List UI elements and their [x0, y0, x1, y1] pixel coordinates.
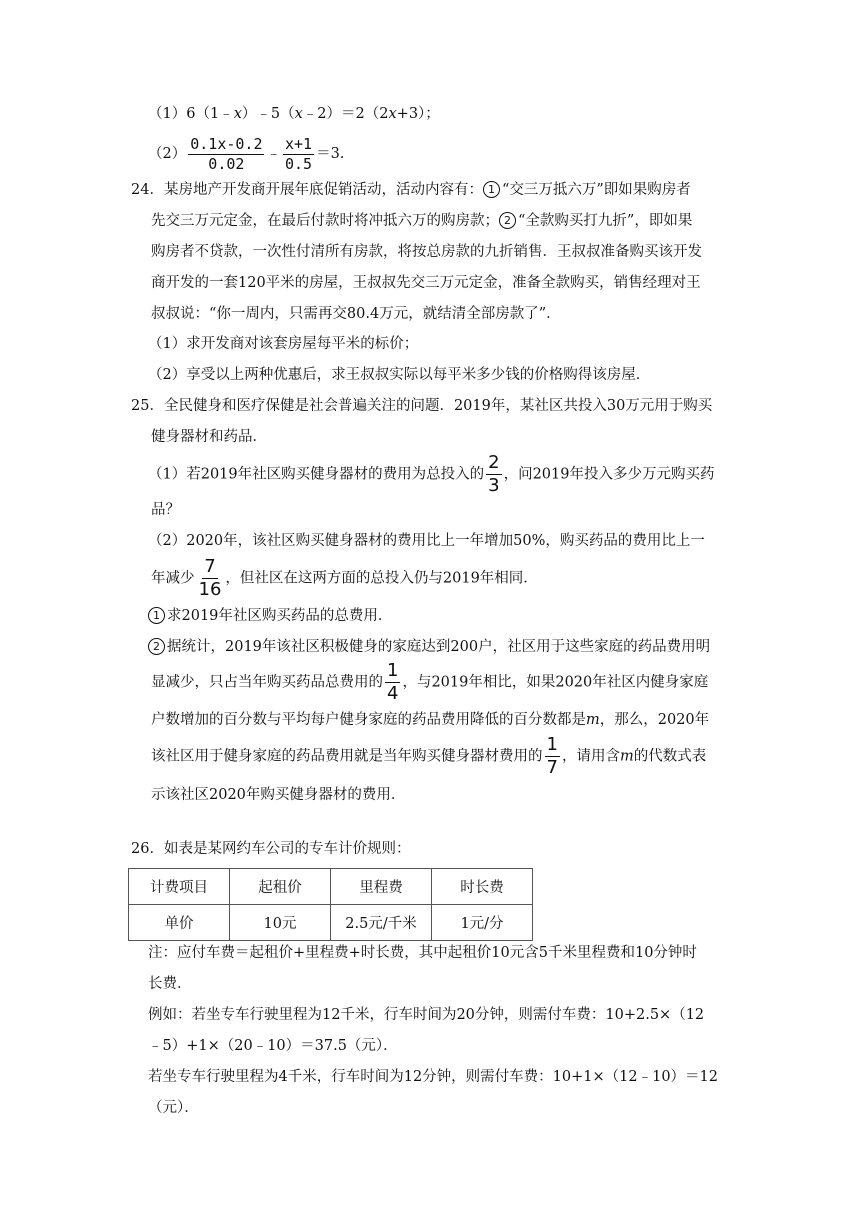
circled-number-2: 2 [499, 212, 516, 229]
q23-part1 [148, 104, 440, 124]
q25-fraction-2-3 [486, 454, 501, 495]
fraction-numerator: 1 [546, 734, 558, 755]
q25-text: 的代数式表 [633, 748, 707, 765]
q25-line-1: 25．全民健身和医疗保健是社会普遍关注的问题．2019年，某社区共投入30万元用于购买 [131, 398, 713, 414]
q25-text: ，但社区在这两方面的总投入仍与2019年相同． [225, 570, 538, 587]
q23-p2-minus: ﹣ [266, 146, 281, 162]
q24-line-1 [131, 180, 691, 200]
q25-text: 年减少 [151, 570, 195, 587]
q26-example-4: （元）． [148, 1100, 199, 1116]
q23-fraction-2 [283, 134, 314, 173]
q24-text: “交三万抵六万”即如果购房者 [501, 182, 691, 198]
q26-example-1: 例如：若坐专车行驶里程为12千米，行车时间为20分钟，则需付车费：10+2.5×（12 [148, 1007, 705, 1023]
q25-text: 该社区用于健身家庭的药品费用就是当年购买健身器材费用的 [151, 748, 543, 765]
q25-fraction-7-16 [197, 558, 224, 599]
q25-item-2 [148, 637, 710, 657]
q23-fraction-1 [188, 134, 264, 173]
fraction-denominator: 0.5 [284, 154, 313, 173]
q25-text: ，请用含 [561, 748, 620, 765]
fraction-denominator: 3 [488, 475, 500, 496]
variable-m: m [586, 712, 600, 728]
q23-p1-var: x [294, 106, 303, 122]
q25-text: （1）若2019年社区购买健身器材的费用为总投入的 [148, 466, 485, 483]
q25-text: 求2019年社区购买药品的总费用． [167, 608, 393, 624]
q25-item-2-line-5: 示该社区2020年购买健身器材的费用． [151, 787, 406, 803]
q25-text: 显减少，只占当年购买药品总费用的 [151, 674, 383, 691]
fraction-numerator: 1 [387, 660, 399, 681]
q25-sub-1-cont: 品？ [151, 502, 180, 518]
q23-p2-suffix: ＝3. [316, 146, 345, 162]
fraction-numerator: x+1 [284, 134, 313, 153]
fraction-numerator: 2 [488, 452, 500, 473]
q25-line-2: 健身器材和药品． [151, 429, 267, 445]
q25-fraction-1-7 [545, 736, 560, 777]
q25-text: ，那么，2020年 [599, 712, 710, 728]
q23-p1-var: x [233, 106, 242, 122]
fraction-numerator: 0.1x-0.2 [190, 134, 263, 153]
q26-note-1: 注：应付车费＝起租价+里程费+时长费，其中起租价10元含5千米里程费和10分钟时 [148, 945, 697, 961]
table-cell: 2.5元/千米 [331, 905, 432, 941]
table-header-cell: 计费项目 [129, 869, 230, 905]
circled-number-1: 1 [483, 181, 500, 198]
q25-sub-1 [148, 454, 714, 495]
table-header-row [129, 869, 533, 905]
table-header-cell: 里程费 [331, 869, 432, 905]
q26-example-2: ﹣5）+1×（20﹣10）＝37.5（元）． [148, 1038, 398, 1054]
q25-sub-2: （2）2020年，该社区购买健身器材的费用比上一年增加50%，购买药品的费用比上一 [148, 533, 705, 549]
q25-text: ，与2019年相比，如果2020年社区内健身家庭 [402, 674, 709, 691]
table-cell: 10元 [230, 905, 331, 941]
q25-fraction-1-4 [385, 662, 400, 703]
fraction-numerator: 7 [204, 556, 216, 577]
q25-item-2-line-3 [151, 710, 709, 730]
q23-part2 [148, 134, 344, 174]
q24-text: 24．某房地产开发商开展年底促销活动，活动内容有： [131, 182, 483, 198]
q24-sub-2: （2）享受以上两种优惠后，求王叔叔实际以每平米多少钱的价格购得该房屋． [148, 367, 651, 383]
q24-line-5: 叔叔说：“你一周内，只需再交80.4万元，就结清全部房款了”． [151, 306, 561, 322]
q24-text: 先交三万元定金，在最后付款时将冲抵六万的购房款； [151, 213, 499, 229]
q25-text: 户数增加的百分数与平均每户健身家庭的药品费用降低的百分数都是 [151, 712, 586, 728]
q25-text: ，问2019年投入多少万元购买药 [503, 466, 715, 483]
fraction-denominator: 7 [546, 757, 558, 778]
q24-line-4: 商开发的一套120平米的房屋，王叔叔先交三万元定金，准备全款购买，销售经理对王 [151, 275, 701, 291]
fare-table [128, 868, 533, 941]
q23-p1-text-c: ﹣2）＝2（2 [302, 106, 389, 122]
q26-note-2: 长费． [148, 976, 192, 992]
q23-p1-text-b: ）﹣5（ [241, 106, 295, 122]
q23-p1-text-d: +3）； [396, 106, 440, 122]
q25-item-2-line-2 [151, 662, 708, 703]
fraction-denominator: 0.02 [208, 154, 245, 173]
table-header-cell: 起租价 [230, 869, 331, 905]
q24-text: “全款购买打九折”，即如果 [518, 213, 693, 229]
fraction-denominator: 4 [387, 683, 399, 704]
q26-example-3: 若坐专车行驶里程为4千米，行车时间为12分钟，则需付车费：10+1×（12﹣10）＝12 [148, 1069, 719, 1085]
q25-item-1 [148, 606, 392, 626]
circled-number-2: 2 [148, 638, 165, 655]
q24-sub-1: （1）求开发商对该套房屋每平米的标价； [148, 336, 419, 352]
q25-sub-2-cont [151, 558, 538, 599]
table-header-cell: 时长费 [432, 869, 533, 905]
circled-number-1: 1 [148, 607, 165, 624]
q24-line-3: 购房者不贷款，一次性付清所有房款，将按总房款的九折销售．王叔叔准备购买该开发 [151, 244, 702, 260]
q26-line-1: 26．如表是某网约车公司的专车计价规则： [131, 841, 411, 857]
q24-line-2 [151, 211, 692, 231]
q23-p1-var: x [388, 106, 397, 122]
q23-p1-text-a: （1）6（1﹣ [148, 106, 234, 122]
variable-m: m [619, 748, 634, 765]
q25-item-2-line-4 [151, 736, 706, 777]
q23-p2-prefix: （2） [148, 146, 187, 162]
q25-text: 据统计，2019年该社区积极健身的家庭达到200户，社区用于这些家庭的药品费用明 [167, 639, 711, 655]
fraction-denominator: 16 [198, 579, 222, 600]
table-cell: 1元/分 [432, 905, 533, 941]
table-row [129, 905, 533, 941]
table-cell: 单价 [129, 905, 230, 941]
